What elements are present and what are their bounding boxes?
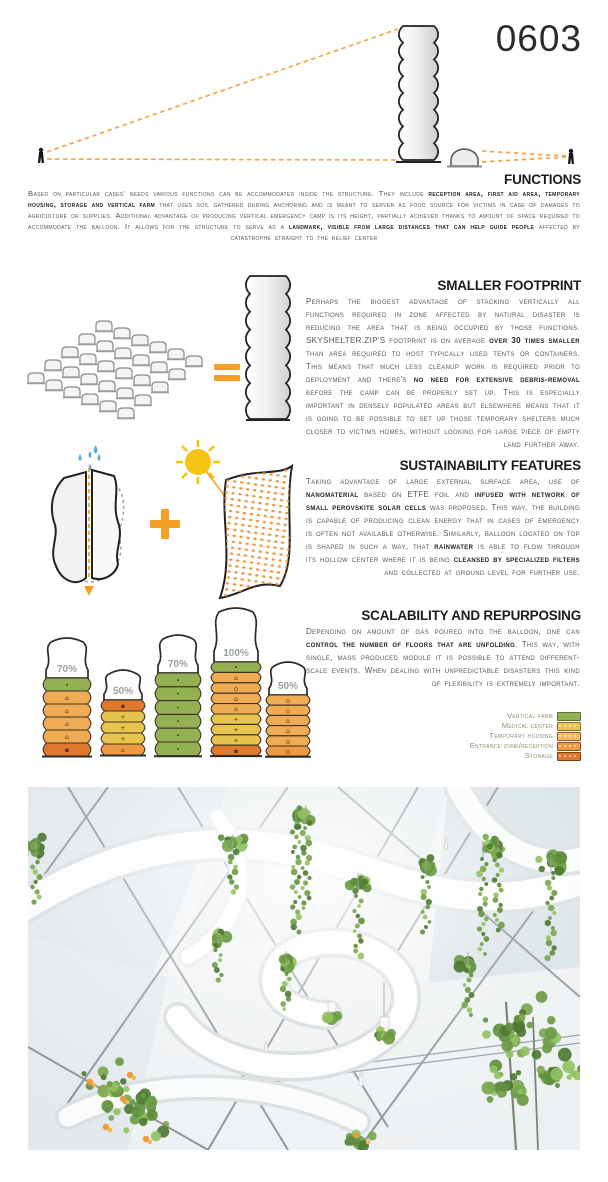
- legend-swatch: [557, 712, 581, 721]
- legend-item: [507, 712, 581, 720]
- svg-text:+: +: [120, 734, 126, 743]
- inflation-percent: 50%: [277, 681, 299, 692]
- legend-item: [502, 722, 581, 730]
- person-right-icon: [568, 149, 574, 164]
- tent-icon: [185, 356, 203, 367]
- capacity-tower: [100, 670, 146, 756]
- svg-text:⌂: ⌂: [285, 737, 291, 746]
- stacked-tower-silhouette: [246, 276, 290, 419]
- tent-icon: [44, 360, 62, 371]
- capacity-tower: [42, 638, 92, 757]
- svg-text:•: •: [176, 731, 180, 740]
- tent-icon: [27, 373, 45, 384]
- svg-text:⌂: ⌂: [285, 706, 291, 715]
- legend-label: Entrance zone/reception: [469, 741, 553, 750]
- tent-icon: [131, 335, 149, 346]
- svg-text:⌂: ⌂: [120, 745, 126, 754]
- tent-icon: [62, 367, 80, 378]
- inflation-percent: 100%: [223, 648, 249, 659]
- tent-grid: [27, 321, 203, 419]
- legend-label: Medical center: [501, 721, 553, 730]
- legend-item: [470, 742, 581, 750]
- tent-icon: [167, 349, 185, 360]
- tent-icon: [98, 381, 116, 392]
- svg-text:+: +: [233, 715, 239, 724]
- tent-icon: [132, 355, 150, 366]
- svg-text:⌂: ⌂: [233, 694, 239, 703]
- legend-label: Vertical farm: [507, 711, 553, 720]
- tent-icon: [133, 375, 151, 386]
- tent-icon: [45, 380, 63, 391]
- svg-text:⌂: ⌂: [233, 705, 239, 714]
- svg-text:⌂: ⌂: [285, 716, 291, 725]
- svg-text:•: •: [176, 690, 180, 699]
- svg-text:•: •: [176, 717, 180, 726]
- tent-icon: [63, 387, 81, 398]
- tent-icon: [96, 341, 114, 352]
- sustainability-paragraph: Taking advantage of large external surface area, use of nanomaterial based on ETFE foil and infused with network of small perovskite solar cells was proposed. This way, the building is capable of producing clean energy that in cases of emergency is often not available otherwise. Similarly, balloon located on top is shaped in such a way, that rainwater is able to flow through its hollow center where it is being cleansed by specialized filters and collected at ground level for further use.: [306, 477, 580, 577]
- inflation-percent: 70%: [167, 659, 189, 670]
- legend-swatch: [557, 742, 581, 751]
- tent-icon: [168, 369, 186, 380]
- balloon-cutaway-diagram: [52, 468, 124, 596]
- tent-icon: [114, 348, 132, 359]
- svg-text:⌂: ⌂: [233, 684, 239, 693]
- tent-icon: [115, 368, 133, 379]
- inflation-percent: 70%: [56, 664, 78, 675]
- svg-text:+: +: [120, 712, 126, 721]
- smaller-footprint-heading: SMALLER FOOTPRINT: [437, 278, 581, 293]
- svg-text:▪: ▪: [120, 701, 126, 710]
- tent-icon: [78, 334, 96, 345]
- legend-swatch: [557, 722, 581, 731]
- tent-icon: [116, 388, 134, 399]
- tent-icon: [61, 347, 79, 358]
- svg-text:⌂: ⌂: [285, 696, 291, 705]
- capacity-tower: [154, 635, 202, 756]
- svg-text:•: •: [176, 703, 180, 712]
- svg-text:⌂: ⌂: [285, 747, 291, 756]
- svg-text:▪: ▪: [64, 745, 70, 754]
- legend-swatch: [557, 752, 581, 761]
- svg-text:•: •: [176, 676, 180, 685]
- tent-icon: [95, 321, 113, 332]
- function-color-legend: [470, 712, 581, 760]
- svg-text:⌂: ⌂: [64, 706, 70, 715]
- svg-text:⌂: ⌂: [64, 732, 70, 741]
- solar-fabric-diagram: [220, 466, 292, 598]
- svg-text:⌂: ⌂: [64, 719, 70, 728]
- tent-icon: [117, 408, 135, 419]
- tent-icon: [79, 354, 97, 365]
- tent-icon: [149, 342, 167, 353]
- svg-text:⌂: ⌂: [285, 727, 291, 736]
- svg-text:•: •: [176, 745, 180, 754]
- rain-droplets-icon: [79, 445, 101, 471]
- legend-swatch: [557, 732, 581, 741]
- tent-icon: [81, 394, 99, 405]
- svg-text:⌂: ⌂: [233, 674, 239, 682]
- functions-heading: FUNCTIONS: [504, 172, 581, 187]
- svg-text:+: +: [120, 723, 126, 732]
- sightline-dashed-lines: [47, 29, 566, 162]
- plus-icon: [150, 509, 180, 539]
- footprint-comparison-diagram: [18, 268, 308, 438]
- interior-render-image: [28, 787, 580, 1150]
- panel-number: 0603: [495, 18, 582, 59]
- sustainability-diagram: [20, 438, 310, 604]
- tent-icon: [150, 362, 168, 373]
- scalability-heading: SCALABILITY AND REPURPOSING: [361, 608, 581, 623]
- legend-label: Storage: [524, 751, 553, 760]
- inflation-percent: 50%: [112, 686, 134, 697]
- tent-icon: [447, 149, 482, 167]
- smaller-footprint-paragraph: Perhaps the biggest advantage of stacking vertically all functions required in zone affected by natural disaster is reducing the area that is being occupied by those functions. SKYSHELTER.ZIP'S footprint is on average over 30 times smaller than area required to host typically used tents or containers. This means that much less cleanup work is required prior to deployment and there's no need for extensive debris-removal before the camp can be properly set up. This is especially important in densely populated areas but elsewhere means that it is going to be possible to set up those temporary shelters much closer to victims homes, without looking for large piece of empty land further away.: [306, 297, 580, 449]
- functions-paragraph: Based on particular cases' needs various functions can be accommodated inside the structure. They include reception area, first aid area, temporary housing, storage and vertical farm that uses soil gathered during anchoring and is meant to server as food source for victims in case of damages to agriculture or supplies. Additional advantage of producing vertical emergency camp is its height, partially achieved thanks to amount of space required to accommodate the balloon. It allows for the structure to serve as a landmark, visible from large distances that can help guide people affected by catastrophe straight to the relief center: [28, 189, 580, 242]
- svg-text:•: •: [234, 663, 238, 672]
- capacity-tower: [265, 662, 311, 757]
- tent-icon: [151, 382, 169, 393]
- legend-item: [489, 732, 581, 740]
- scalability-towers-chart: [25, 600, 325, 765]
- legend-label: Temporary housing: [489, 731, 553, 740]
- tower-silhouette: [399, 26, 438, 160]
- svg-text:▪: ▪: [233, 746, 239, 755]
- tent-icon: [97, 361, 115, 372]
- svg-text:+: +: [233, 736, 239, 745]
- equals-icon: [214, 364, 240, 381]
- tent-icon: [99, 401, 117, 412]
- svg-text:+: +: [233, 726, 239, 734]
- scalability-paragraph: Depending on amount of gas poured into the balloon, one can control the number of floors that are unfolding. This way, with single, mass produced module it is possible to attend different-scale events. When dealing with unpredictable disasters this kind of flexibility is extremely important.: [306, 627, 580, 688]
- tent-icon: [134, 395, 152, 406]
- tent-icon: [80, 374, 98, 385]
- sustainability-heading: SUSTAINABILITY FEATURES: [399, 458, 581, 473]
- person-left-icon: [38, 148, 44, 163]
- legend-item: [525, 752, 581, 760]
- svg-text:⌂: ⌂: [64, 693, 70, 702]
- capacity-tower: [210, 608, 262, 756]
- tent-icon: [113, 328, 131, 339]
- svg-text:•: •: [65, 680, 69, 689]
